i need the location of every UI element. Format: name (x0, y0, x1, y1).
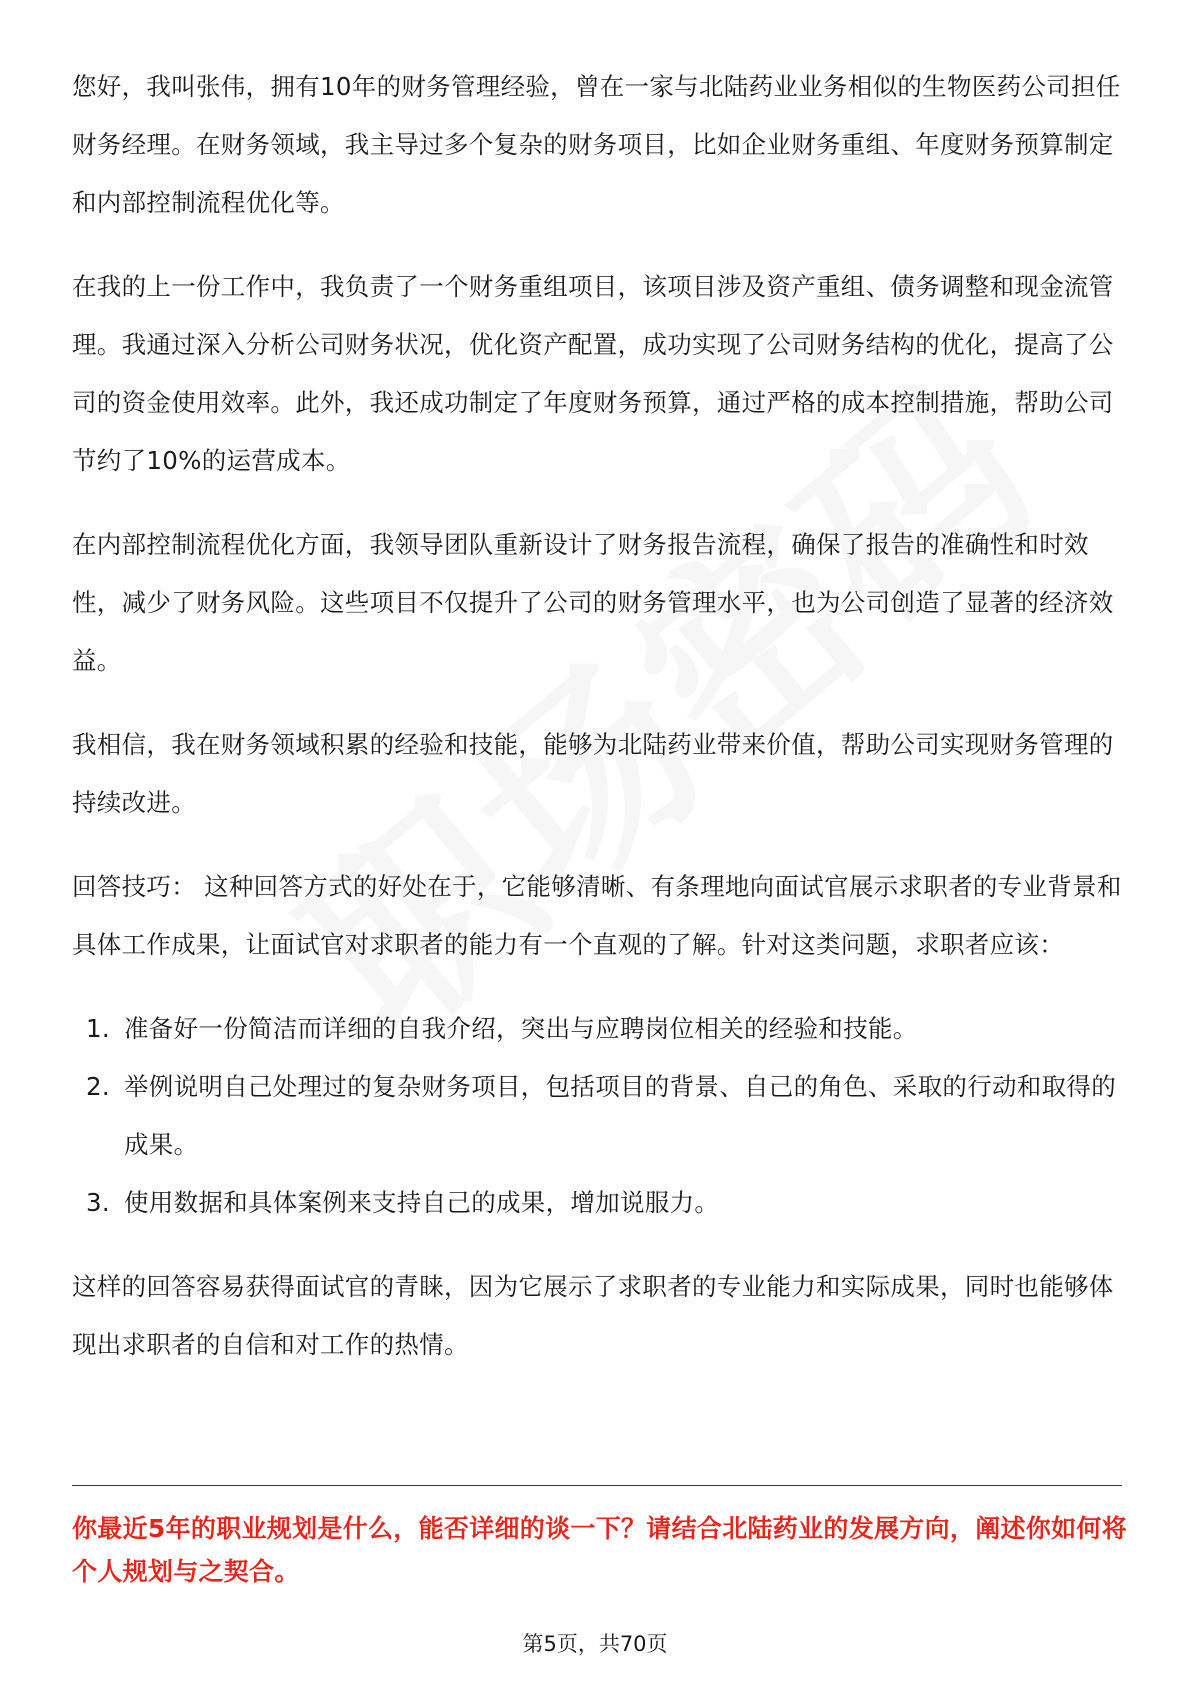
list-item-text: 举例说明自己处理过的复杂财务项目，包括项目的背景、自己的角色、采取的行动和取得的成果。 (124, 1072, 1116, 1159)
list-item (72, 1058, 1122, 1174)
paragraph-internal-control: 在内部控制流程优化方面，我领导团队重新设计了财务报告流程，确保了报告的准确性和时效性，减少了财务风险。这些项目不仅提升了公司的财务管理水平，也为公司创造了显著的经济效益。 (72, 530, 1114, 675)
paragraph-restructuring: 在我的上一份工作中，我负责了一个财务重组项目，该项目涉及资产重组、债务调整和现金流管理。我通过深入分析公司财务状况，优化资产配置，成功实现了公司财务结构的优化，提高了公司的资金使用效率。此外，我还成功制定了年度财务预算，通过严格的成本控制措施，帮助公司节约了10%的运营成本。 (72, 272, 1114, 475)
paragraph-answer-tips: 回答技巧： 这种回答方式的好处在于，它能够清晰、有条理地向面试官展示求职者的专业背景和具体工作成果，让面试官对求职者的能力有一个直观的了解。针对这类问题，求职者应该： (72, 872, 1122, 959)
page-number-footer: 第5页，共70页 (522, 1632, 668, 1656)
list-item-number: 2. (86, 1072, 110, 1101)
paragraph-value: 我相信，我在财务领域积累的经验和技能，能够为北陆药业带来价值，帮助公司实现财务管理的持续改进。 (72, 730, 1114, 817)
list-item (72, 1174, 1122, 1232)
page-content (72, 58, 1122, 1400)
list-item-number: 3. (86, 1188, 110, 1217)
paragraph-closing: 这样的回答容易获得面试官的青睐，因为它展示了求职者的专业能力和实际成果，同时也能够体现出求职者的自信和对工作的热情。 (72, 1272, 1114, 1359)
section-divider (72, 1485, 1122, 1486)
tips-list (72, 1000, 1122, 1232)
list-item-number: 1. (86, 1014, 110, 1043)
list-item-text: 准备好一份简洁而详细的自我介绍，突出与应聘岗位相关的经验和技能。 (124, 1014, 918, 1043)
paragraph-intro: 您好，我叫张伟，拥有10年的财务管理经验，曾在一家与北陆药业业务相似的生物医药公司担任财务经理。在财务领域，我主导过多个复杂的财务项目，比如企业财务重组、年度财务预算制定和内部控制流程优化等。 (72, 72, 1121, 217)
list-item-text: 使用数据和具体案例来支持自己的成果，增加说服力。 (124, 1188, 720, 1217)
next-question-heading: 你最近5年的职业规划是什么，能否详细的谈一下？请结合北陆药业的发展方向，阐述你如何将个人规划与之契合。 (72, 1514, 1127, 1586)
list-item (72, 1000, 1122, 1058)
